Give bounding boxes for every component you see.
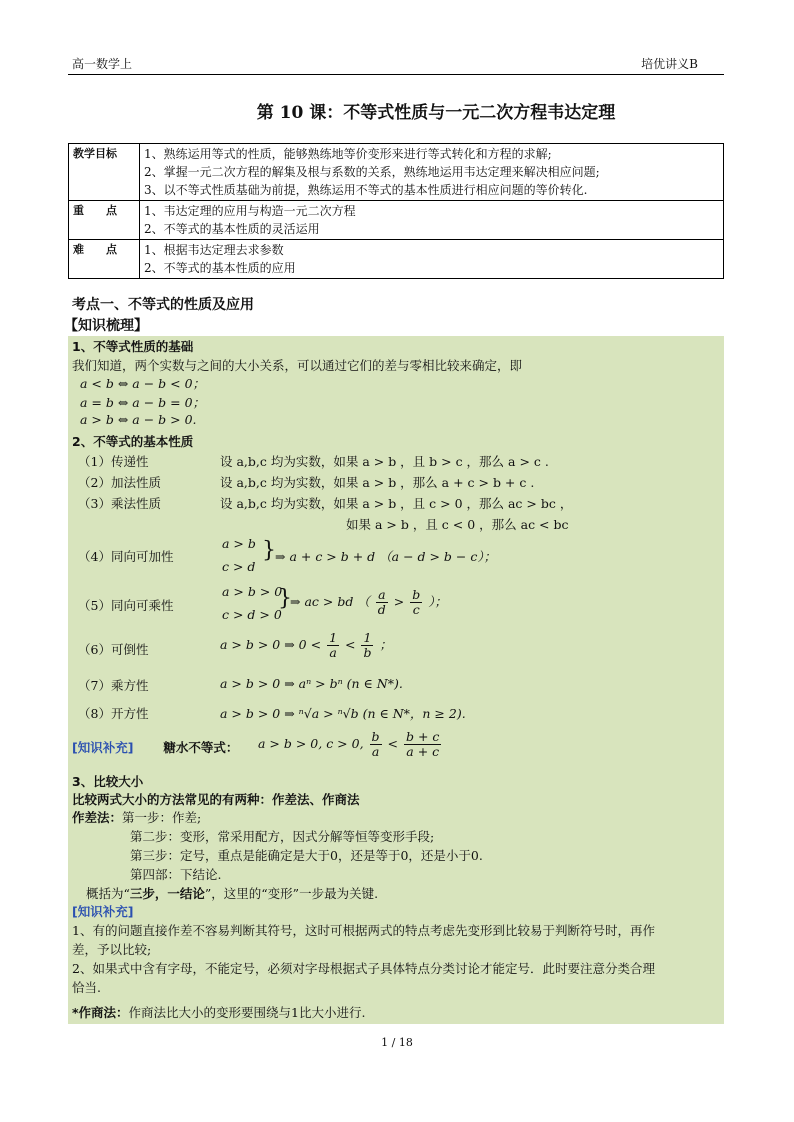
numerator: 1: [361, 631, 373, 646]
supplement2-line2a: 2、如果式中含有字母，不能定号，必须对字母根据式子具体特点分类讨论才能定号．此时要注意分类合理: [72, 961, 655, 976]
prop6-label: （6）可倒性: [78, 642, 149, 657]
difficulty-line: 1、根据韦达定理去求参数: [144, 243, 284, 257]
prop2-text: 设 a,b,c 均为实数，如果 a > b ，那么 a + c > b + c .: [220, 475, 535, 490]
numerator: 1: [329, 630, 338, 645]
fraction-a-over-d: [376, 588, 388, 617]
prop5-result: ⇒ ac > bd （: [290, 594, 370, 609]
sugar-mid: <: [387, 736, 399, 751]
prop2-label: （2）加法性质: [78, 475, 161, 490]
prop3-text2: 如果 a > b ，且 c < 0 ，那么 ac < bc: [346, 517, 569, 532]
page-title: 第 10 课：不等式性质与一元二次方程韦达定理: [256, 103, 616, 123]
key-line: 2、不等式的基本性质的灵活运用: [144, 222, 320, 236]
prop3-text: 设 a,b,c 均为实数，如果 a > b ，且 c > 0 ，那么 ac > bc ，: [220, 496, 573, 511]
numerator: a: [376, 588, 388, 603]
quotient-text: 作商法比大小的变形要围绕与1比大小进行.: [128, 1005, 366, 1020]
diff-method-label: 作差法：: [72, 810, 123, 825]
greater-sign: >: [393, 594, 405, 609]
summary-post: ”，这里的“变形”一步最为关键.: [204, 886, 379, 901]
quotient-row: [72, 1003, 365, 1021]
step2: 第二步：变形，常采用配方，因式分解等恒等变形手段;: [130, 829, 435, 844]
prop5-bottom: c > d > 0: [222, 607, 282, 622]
supplement2-line1a: 1、有的问题直接作差不容易判断其符号，这时可根据两式的特点考虑先变形到比较易于判断符号时，再作: [72, 923, 655, 938]
numerator: b + c: [406, 729, 440, 744]
header-right: 培优讲义B: [641, 57, 698, 71]
s3-step1-row: [72, 808, 201, 826]
s1-heading: 1、不等式性质的基础: [72, 339, 194, 354]
supplement1-row: [72, 738, 238, 756]
goals-table: [68, 143, 724, 279]
prop3-label: （3）乘法性质: [78, 496, 161, 511]
prop1-text: 设 a,b,c 均为实数，如果 a > b ，且 b > c ，那么 a > c .: [220, 454, 549, 469]
quotient-label: *作商法：: [72, 1005, 129, 1020]
section-title: 考点一、不等式的性质及应用: [72, 297, 254, 313]
prop4-bottom: c > d: [222, 559, 256, 574]
denominator: a + c: [406, 744, 440, 759]
step1: 第一步：作差;: [122, 810, 202, 825]
prop7-label: （7）乘方性: [78, 678, 149, 693]
fraction-b-over-a: [370, 730, 382, 759]
prop1-label: （1）传递性: [78, 454, 149, 469]
prop5-label: （5）同向可乘性: [78, 598, 174, 613]
goals-content: [140, 144, 724, 201]
supplement1-tag: [知识补充]: [72, 740, 134, 755]
denominator: c: [412, 602, 420, 617]
prop4-result: ⇒ a + c > b + d （a − d > b − c）；: [275, 549, 497, 564]
prop6-pre: a > b > 0 ⇒ 0 <: [220, 637, 322, 652]
prop5-brace: }: [278, 586, 292, 611]
key-points-content: [140, 201, 724, 240]
prop5-result-group: [290, 588, 447, 617]
goal-line: 1、熟练运用等式的性质，能够熟练地等价变形来进行等式转化和方程的求解;: [144, 147, 552, 161]
goal-line: 2、掌握一元二次方程的解集及根与系数的关系，熟练地运用韦达定理来解决相应问题;: [144, 165, 600, 179]
prop8-text: a > b > 0 ⇒ ⁿ√a > ⁿ√b (n ∈ N*，n ≥ 2).: [220, 706, 466, 721]
s3-heading: 3、比较大小: [72, 774, 144, 789]
numerator: b: [412, 587, 421, 602]
prop5-result-end: ）；: [428, 594, 448, 609]
prop8-label: （8）开方性: [78, 706, 149, 721]
s1-eq3: a > b ⇔ a − b > 0.: [80, 412, 197, 427]
prop6-mid: <: [345, 637, 356, 652]
section-subtitle: 【知识梳理】: [64, 318, 148, 334]
header-divider: [68, 74, 724, 75]
table-row: [69, 144, 724, 201]
difficulty-line: 2、不等式的基本性质的应用: [144, 261, 296, 275]
fraction-b-over-c: [410, 588, 422, 617]
step4: 第四部：下结论.: [130, 867, 222, 882]
table-row: [69, 201, 724, 240]
prop6-group: [220, 631, 392, 660]
prop4-label: （4）同向可加性: [78, 549, 174, 564]
denominator: b: [363, 645, 372, 660]
prop6-post: ；: [379, 637, 392, 652]
s3-methods: 比较两式大小的方法常见的有两种：作差法、作商法: [72, 792, 360, 807]
supplement1-name: 糖水不等式：: [163, 740, 239, 755]
key-line: 1、韦达定理的应用与构造一元二次方程: [144, 204, 356, 218]
summary-bold: 三步，一结论: [129, 886, 205, 901]
fraction-one-over-a: [327, 631, 339, 660]
summary-pre: 概括为“: [86, 886, 130, 901]
difficulty-label: 难 点: [69, 240, 140, 279]
numerator: b: [371, 729, 380, 744]
prop7-text: a > b > 0 ⇒ aⁿ > bⁿ (n ∈ N*).: [220, 676, 403, 691]
denominator: a: [329, 645, 337, 660]
sugar-pre: a > b > 0, c > 0,: [258, 736, 364, 751]
table-row: [69, 240, 724, 279]
supplement2-line1b: 差，予以比较;: [72, 942, 152, 957]
step3: 第三步：定号，重点是能确定是大于0，还是等于0，还是小于0.: [130, 848, 483, 863]
s1-eq2: a = b ⇔ a − b = 0；: [80, 395, 206, 410]
prop4-brace: }: [262, 538, 276, 563]
denominator: a: [371, 744, 380, 759]
supplement2-line2b: 恰当.: [72, 980, 101, 995]
sugar-water-inequality: [258, 730, 443, 759]
summary: [86, 884, 378, 902]
prop4-top: a > b: [222, 536, 256, 551]
header-left: 高一数学上: [72, 57, 133, 71]
difficulty-content: [140, 240, 724, 279]
fraction-one-over-b: [361, 631, 373, 660]
s1-eq1: a < b ⇔ a − b < 0；: [80, 376, 206, 391]
page-number: 1 / 18: [381, 1036, 413, 1049]
prop5-top: a > b > 0: [222, 584, 283, 599]
s1-intro: 我们知道，两个实数与之间的大小关系，可以通过它们的差与零相比较来确定，即: [72, 358, 523, 373]
fraction-bc-over-ac: [404, 730, 441, 759]
goal-line: 3、以不等式性质基础为前提，熟练运用不等式的基本性质进行相应问题的等价转化.: [144, 183, 588, 197]
s2-heading: 2、不等式的基本性质: [72, 434, 194, 449]
denominator: d: [377, 602, 386, 617]
supplement2-tag: [知识补充]: [72, 904, 134, 919]
key-points-label: 重 点: [69, 201, 140, 240]
goals-label: 教学目标: [69, 144, 140, 201]
